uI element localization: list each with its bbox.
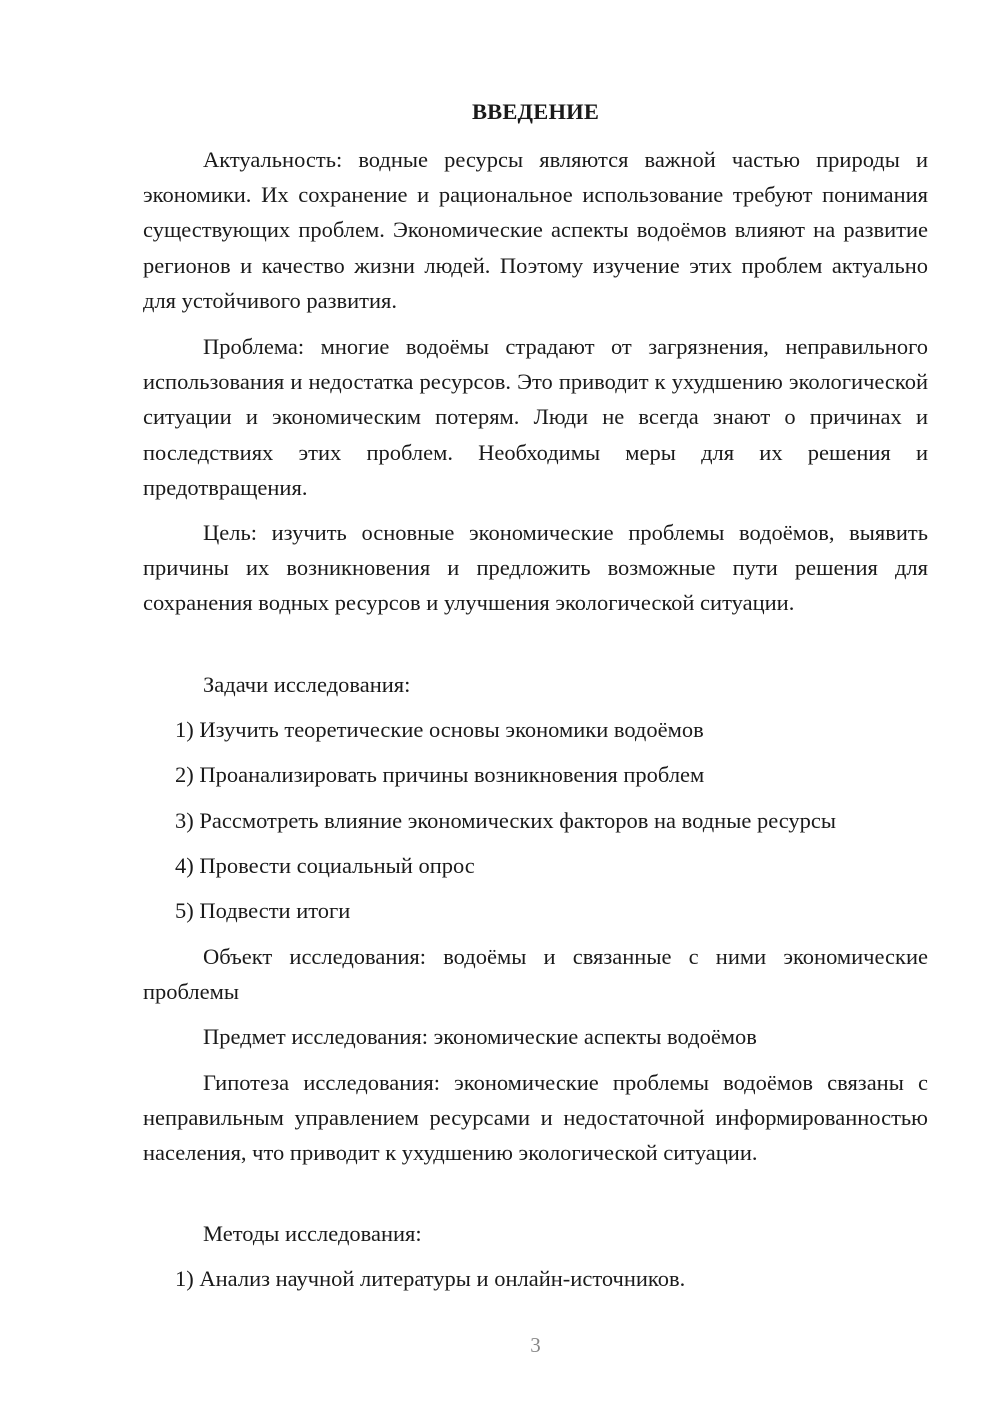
task-item: 2) Проанализировать причины возникновения проблем [175, 762, 705, 787]
tasks-heading: Задачи исследования: [203, 672, 411, 697]
method-item: 1) Анализ научной литературы и онлайн-источников. [175, 1266, 686, 1291]
paragraph-problem: Проблема: многие водоёмы страдают от загрязнения, неправильного использования и недостатка ресурсов. Это приводит к ухудшению экологической ситуации и экономическим потерям. Люди не всегда знают о причинах и последствиях этих проблем. Необходимы меры для их решения и предотвращения. [143, 334, 928, 500]
task-item: 3) Рассмотреть влияние экономических факторов на водные ресурсы [175, 808, 837, 833]
task-item: 5) Подвести итоги [175, 898, 351, 923]
paragraph-relevance: Актуальность: водные ресурсы являются важной частью природы и экономики. Их сохранение и рациональное использование требуют понимания существующих проблем. Экономические аспекты водоёмов влияют на развитие регионов и качество жизни людей. Поэтому изучение этих проблем актуально для устойчивого развития. [143, 147, 928, 313]
task-item: 4) Провести социальный опрос [175, 853, 475, 878]
task-item: 1) Изучить теоретические основы экономики водоёмов [175, 717, 704, 742]
paragraph-goal: Цель: изучить основные экономические проблемы водоёмов, выявить причины их возникновения и предложить возможные пути решения для сохранения водных ресурсов и улучшения экологической ситуации. [143, 520, 928, 616]
methods-heading: Методы исследования: [203, 1221, 422, 1246]
section-title: ВВЕДЕНИЕ [471, 99, 600, 124]
paragraph-hypothesis: Гипотеза исследования: экономические проблемы водоёмов связаны с неправильным управлением ресурсами и недостаточной информированностью населения, что приводит к ухудшению экологической ситуации. [143, 1070, 928, 1166]
paragraph-subject: Предмет исследования: экономические аспекты водоёмов [203, 1024, 757, 1049]
document-page [143, 0, 928, 1414]
page-number: 3 [530, 1333, 541, 1357]
paragraph-object: Объект исследования: водоёмы и связанные с ними экономические проблемы [143, 944, 928, 1005]
